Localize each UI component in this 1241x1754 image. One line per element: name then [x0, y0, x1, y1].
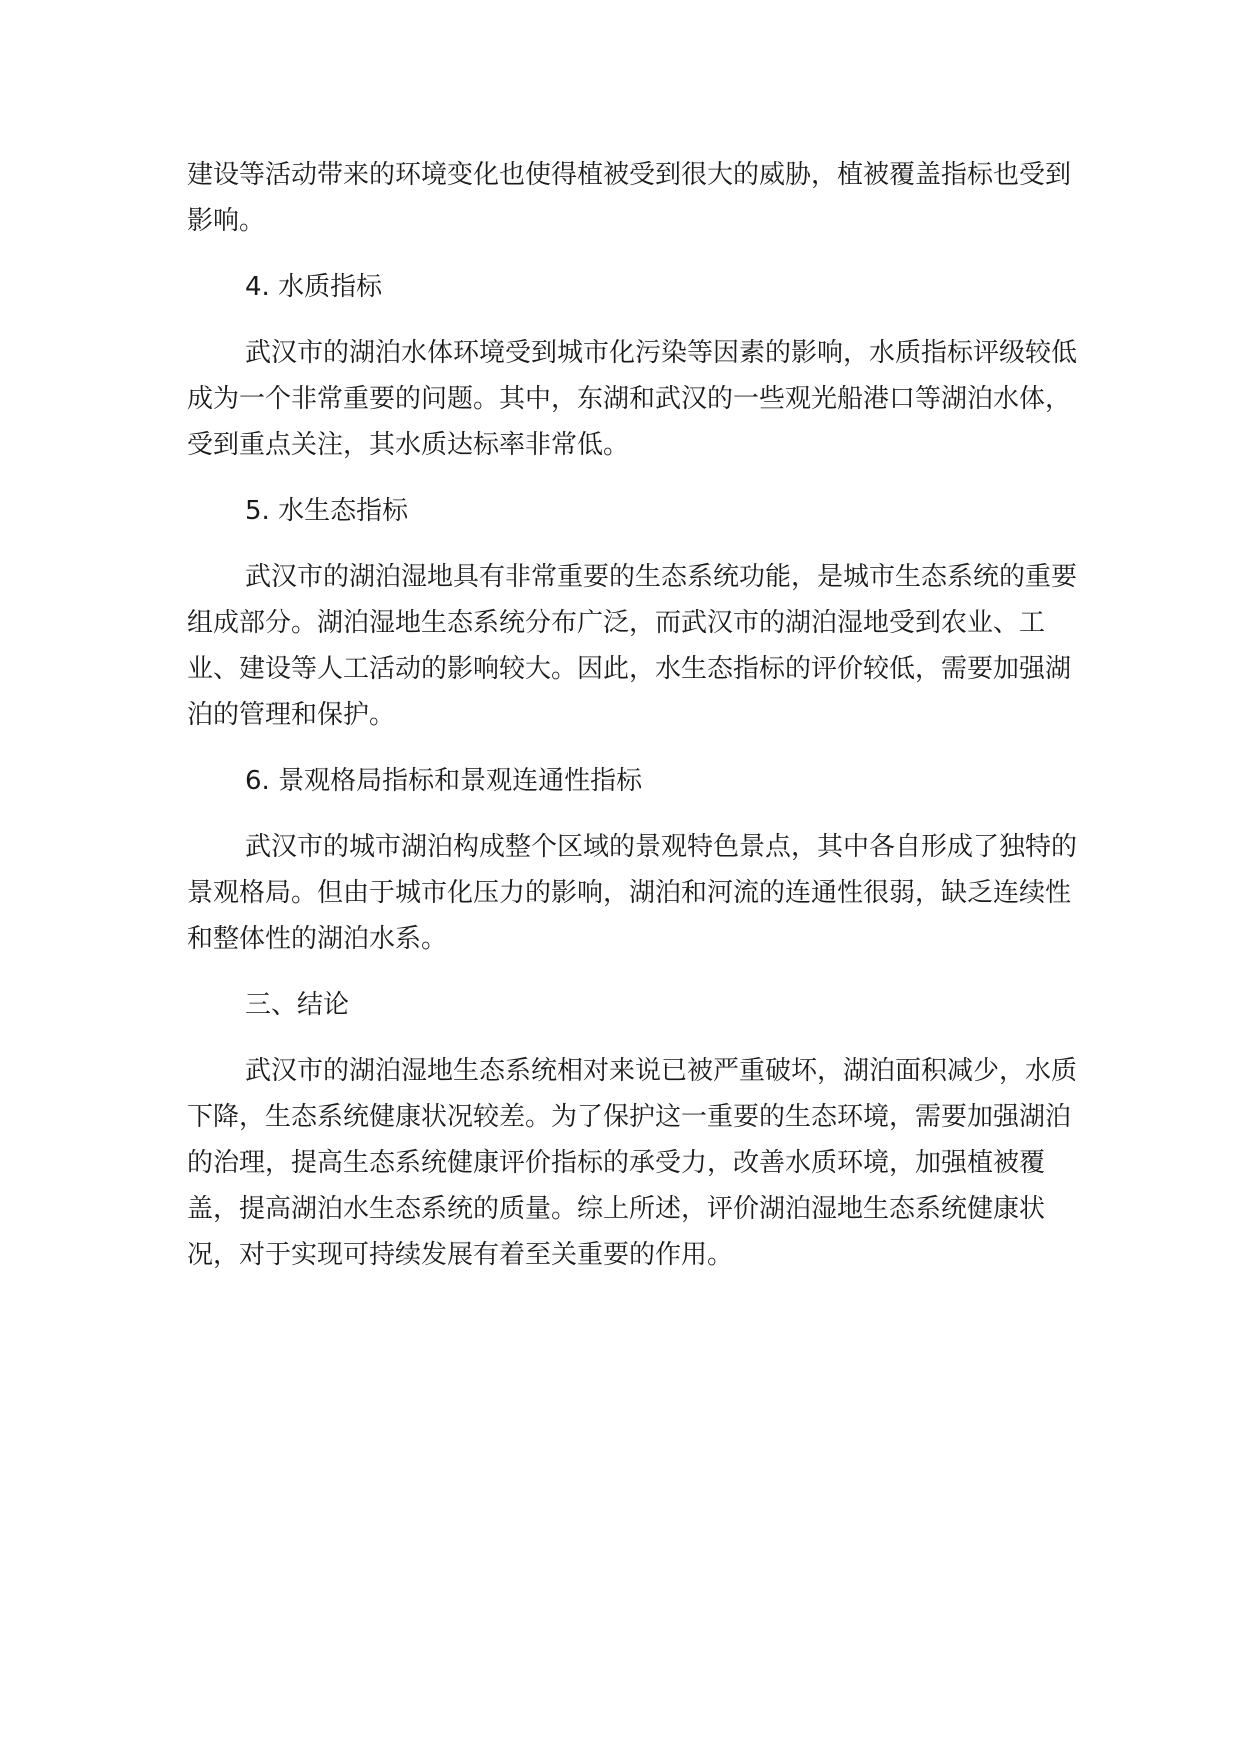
paragraph-water-quality: 武汉市的湖泊水体环境受到城市化污染等因素的影响，水质指标评级较低成为一个非常重要的问题。其中，东湖和武汉的一些观光船港口等湖泊水体，受到重点关注，其水质达标率非常低。	[187, 338, 1078, 460]
paragraph-water-ecology: 武汉市的湖泊湿地具有非常重要的生态系统功能，是城市生态系统的重要组成部分。湖泊湿地生态系统分布广泛，而武汉市的湖泊湿地受到农业、工业、建设等人工活动的影响较大。因此，水生态指标的评价较低，需要加强湖泊的管理和保护。	[187, 562, 1078, 730]
heading-water-quality: 4. 水质指标	[245, 272, 383, 302]
heading-water-ecology: 5. 水生态指标	[245, 496, 409, 526]
heading-landscape: 6. 景观格局指标和景观连通性指标	[245, 766, 643, 796]
heading-conclusion: 三、结论	[245, 990, 350, 1020]
document-body	[187, 152, 1087, 1298]
paragraph-landscape: 武汉市的城市湖泊构成整个区域的景观特色景点，其中各自形成了独特的景观格局。但由于城市化压力的影响，湖泊和河流的连通性很弱，缺乏连续性和整体性的湖泊水系。	[187, 832, 1078, 954]
paragraph-vegetation-continued: 建设等活动带来的环境变化也使得植被受到很大的威胁，植被覆盖指标也受到影响。	[187, 160, 1072, 236]
paragraph-conclusion: 武汉市的湖泊湿地生态系统相对来说已被严重破坏，湖泊面积减少，水质下降，生态系统健康状况较差。为了保护这一重要的生态环境，需要加强湖泊的治理，提高生态系统健康评价指标的承受力，改善水质环境，加强植被覆盖，提高湖泊水生态系统的质量。综上所述，评价湖泊湿地生态系统健康状况，对于实现可持续发展有着至关重要的作用。	[187, 1056, 1078, 1270]
